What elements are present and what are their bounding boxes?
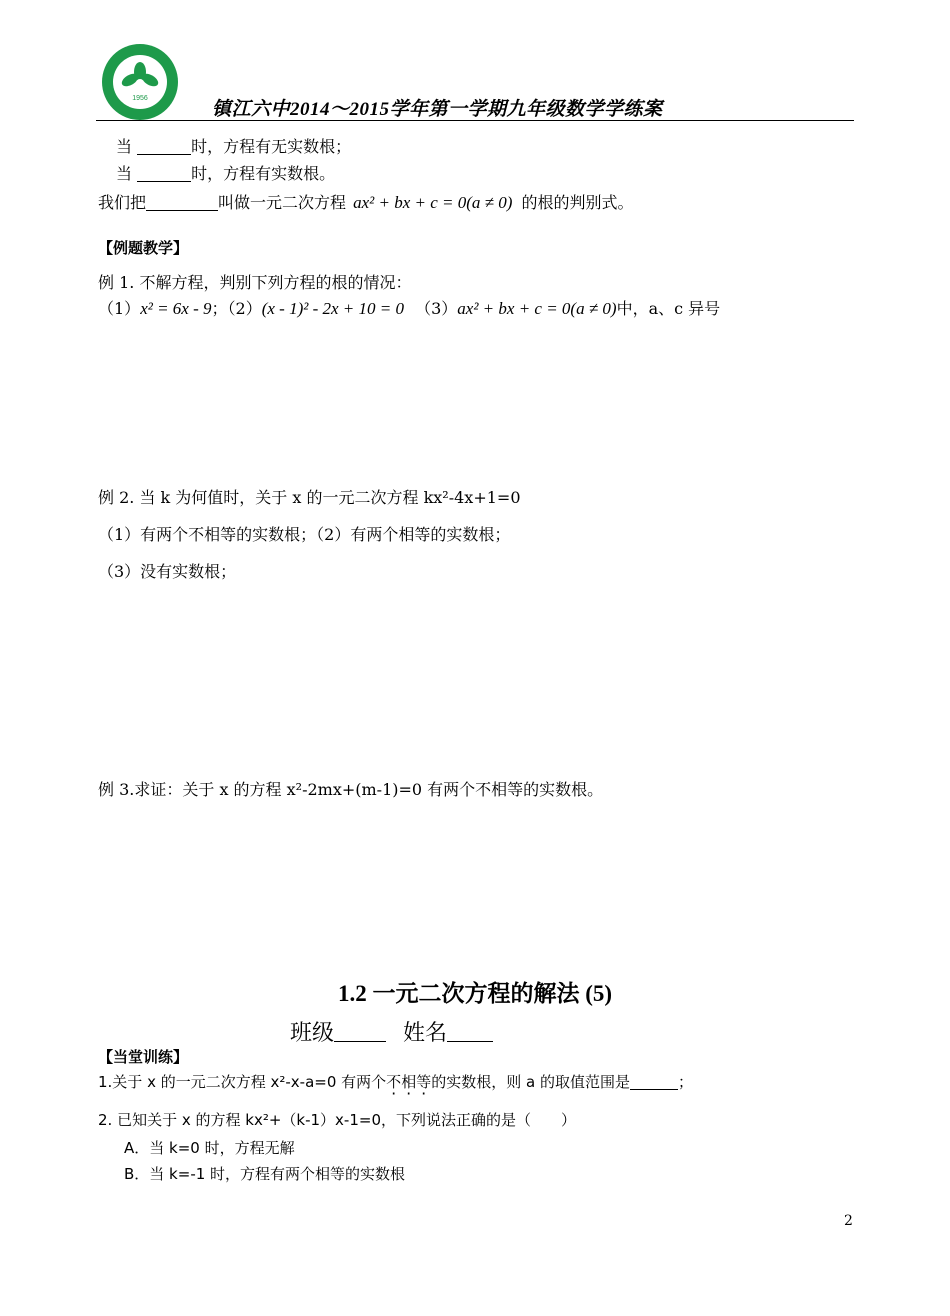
example-2-label: 例 2. 当 k 为何值时，关于 x 的一元二次方程 kx²-4x+1=0 <box>98 488 521 507</box>
intro-line-1: 当 时，方程有无实数根； <box>116 137 352 156</box>
question-1: 1.关于 x 的一元二次方程 x²-x-a=0 有两个不相等的实数根，则 a 的取值范围是 ； <box>98 1073 693 1091</box>
fill-blank[interactable] <box>137 138 191 155</box>
example-1-label: 例 1. 不解方程，判别下列方程的根的情况： <box>98 273 412 292</box>
fill-blank[interactable] <box>146 194 218 211</box>
school-logo <box>100 42 180 122</box>
answer-blank[interactable] <box>630 1073 678 1090</box>
ex1-equation-1: x² = 6x - 9 <box>140 299 212 318</box>
practice-heading: 【当堂训练】 <box>98 1048 189 1066</box>
example-3-label: 例 3.求证：关于 x 的方程 x²-2mx+(m-1)=0 有两个不相等的实数根。 <box>98 780 604 799</box>
intro-line-2: 当 时，方程有实数根。 <box>116 164 336 183</box>
name-blank[interactable] <box>447 1025 493 1042</box>
ex1-equation-3: ax² + bx + c = 0(a ≠ 0) <box>457 299 617 318</box>
logo-year: 1956 <box>132 95 148 102</box>
example-1-items: （1）x² = 6x - 9；（2）(x - 1)² - 2x + 10 = 0 （3）ax² + bx + c = 0(a ≠ 0)中，a、c 异号 <box>98 299 721 318</box>
class-blank[interactable] <box>334 1025 386 1042</box>
header-rule <box>96 120 854 121</box>
page-number: 2 <box>844 1213 853 1229</box>
fill-blank[interactable] <box>137 165 191 182</box>
ex1-equation-2: (x - 1)² - 2x + 10 = 0 <box>261 299 404 318</box>
header-title: 镇江六中2014～2015学年第一学期九年级数学学练案 <box>212 99 663 120</box>
intro-line-3: 我们把 叫做一元二次方程 ax² + bx + c = 0(a ≠ 0) 的根的判别式。 <box>98 193 634 212</box>
lesson-title: 1.2 一元二次方程的解法 (5) <box>337 981 613 1006</box>
question-2-stem: 2. 已知关于 x 的方程 kx²+（k-1）x-1=0，下列说法正确的是（ ） <box>98 1111 576 1129</box>
question-2-option-b: B．当 k=-1 时，方程有两个相等的实数根 <box>124 1165 406 1183</box>
discriminant-equation: ax² + bx + c = 0(a ≠ 0) <box>353 193 513 212</box>
class-name-line: 班级 姓名 <box>290 1016 493 1047</box>
example-2-q2: （3）没有实数根； <box>98 562 237 581</box>
example-2-q1: （1）有两个不相等的实数根；（2）有两个相等的实数根； <box>98 525 511 544</box>
question-2-option-a: A．当 k=0 时，方程无解 <box>124 1139 295 1157</box>
examples-heading: 【例题教学】 <box>98 239 189 257</box>
